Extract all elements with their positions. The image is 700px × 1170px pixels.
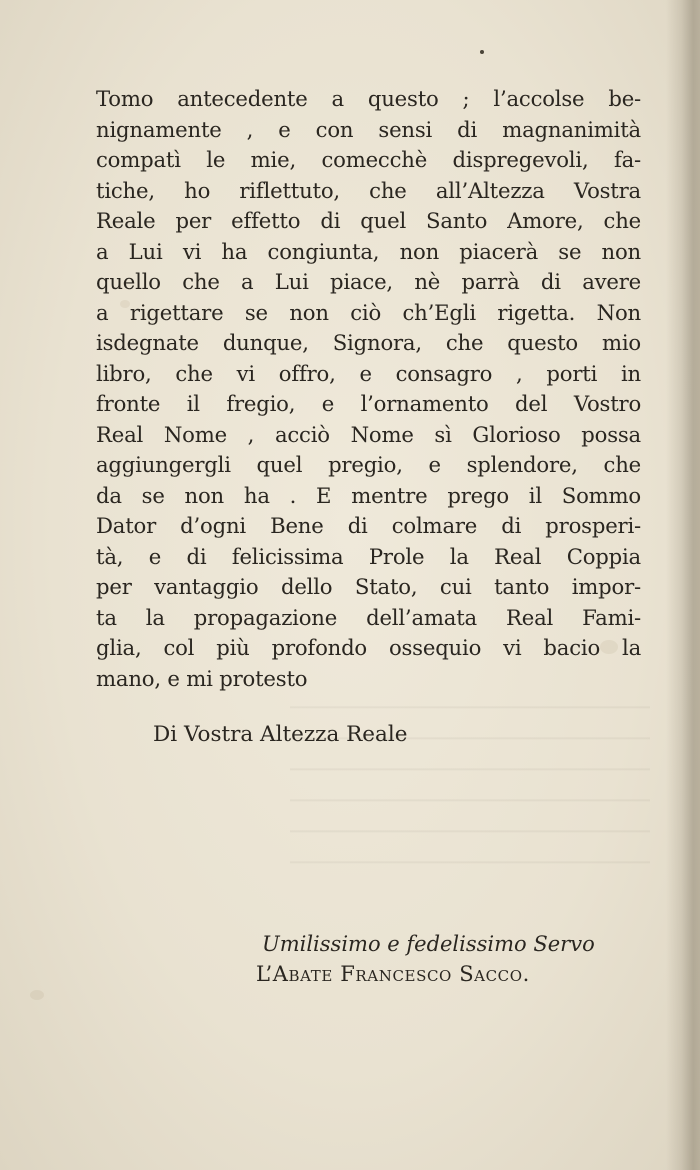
text-line: libro, che vi offro, e consagro , porti in — [96, 360, 641, 386]
printer-mark — [480, 50, 484, 54]
dedication-body — [96, 84, 641, 694]
salutation: Di Vostra Altezza Reale — [153, 722, 408, 747]
text-line: glia, col più profondo ossequio vi bacio la — [96, 635, 641, 660]
text-line: quello che a Lui piace, nè parrà di avere — [96, 269, 641, 294]
text-line: da se non ha . E mentre prego il Sommo — [96, 482, 641, 508]
text-line: aggiungergli quel pregio, e splendore, che — [96, 452, 641, 477]
text-line: isdegnate dunque, Signora, che questo mio — [96, 330, 641, 355]
text-line: nignamente , e con sensi di magnanimità — [96, 116, 641, 142]
signature-name: L’Abate Francesco Sacco. — [256, 962, 530, 986]
text-line: fronte il fregio, e l’ornamento del Vostro — [96, 391, 641, 416]
text-line: tiche, ho riflettuto, che all’Altezza Vostra — [96, 177, 641, 203]
paper-stain — [30, 990, 44, 1000]
text-line: Dator d’ogni Bene di colmare di prosperi- — [96, 513, 641, 538]
show-through-text — [290, 690, 650, 890]
text-line: a rigettare se non ciò ch’Egli rigetta. Non — [96, 299, 641, 325]
text-line: ta la propagazione dell’amata Real Fami- — [96, 604, 641, 630]
text-line: Reale per effetto di quel Santo Amore, che — [96, 208, 641, 233]
text-line: compatì le mie, comecchè dispregevoli, fa- — [96, 147, 641, 172]
text-line: Real Nome , acciò Nome sì Glorioso possa — [96, 421, 641, 447]
text-line: tà, e di felicissima Prole la Real Coppia — [96, 543, 641, 569]
signature-title: Umilissimo e fedelissimo Servo — [262, 932, 595, 956]
text-line: per vantaggio dello Stato, cui tanto impor- — [96, 574, 641, 599]
text-line: a Lui vi ha congiunta, non piacerà se non — [96, 238, 641, 264]
page-edge-shadow — [666, 0, 700, 1170]
text-line: mano, e mi protesto — [96, 665, 308, 691]
text-line: Tomo antecedente a questo ; l’accolse be- — [96, 86, 641, 111]
